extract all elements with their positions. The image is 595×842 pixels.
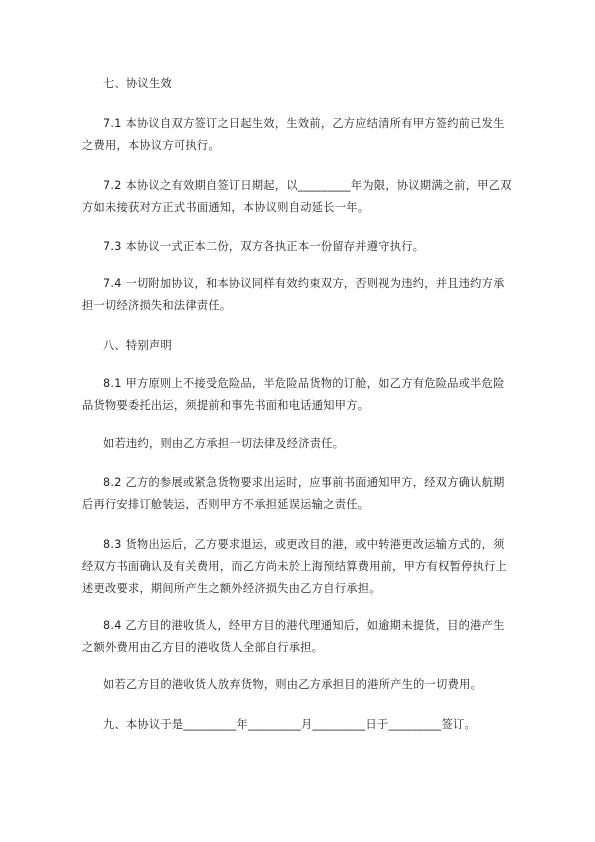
section-heading-8: 八、特别声明 — [103, 339, 172, 352]
section-heading-7: 七、协议生效 — [103, 77, 172, 90]
clause-7-1: 7.1 本协议自双方签订之日起生效，生效前，乙方应结清所有甲方签约前已发生之费用，本协议方可执行。 — [82, 117, 505, 152]
clause-8-1-note: 如若违约，则由乙方承担一切法律及经济责任。 — [103, 437, 345, 450]
clause-8-2: 8.2 乙方的参展或紧急货物要求出运时，应事前书面通知甲方，经双方确认航期后再行安排订舱装运，否则甲方不承担延误运输之责任。 — [82, 476, 505, 511]
clause-8-3: 8.3 货物出运后，乙方要求退运，或更改目的港，或中转港更改运输方式的，须经双方书面确认及有关费用，而乙方尚未於上海预结算费用前，甲方有权暂停执行上述更改要求，期间所产生之额外经济损失由乙方自行承担。 — [82, 538, 508, 595]
clause-7-4: 7.4 一切附加协议，和本协议同样有效约束双方，否则视为违约，并且违约方承担一切经济损失和法律责任。 — [82, 277, 505, 312]
clause-8-1: 8.1 甲方原则上不接受危险品，半危险品货物的订舱，如乙方有危险品或半危险品货物要委托出运，须提前和事先书面和电话通知甲方。 — [82, 377, 505, 412]
clause-8-4: 8.4 乙方目的港收货人，经甲方目的港代理通知后，如逾期未提货，目的港产生之额外费用由乙方目的港收货人全部自行承担。 — [82, 619, 505, 654]
clause-7-2: 7.2 本协议之有效期自签订日期起，以_________年为限，协议期满之前，甲乙双方如未接获对方正式书面通知，本协议则自动延长一年。 — [82, 179, 512, 214]
clause-8-4-note: 如若乙方目的港收货人放弃货物，则由乙方承担目的港所产生的一切费用。 — [103, 678, 483, 691]
signing-line: 九、本协议于是_________年_________月_________日于_________签订。 — [103, 718, 477, 731]
clause-7-3: 7.3 本协议一式正本二份，双方各执正本一份留存并遵守执行。 — [103, 240, 425, 253]
